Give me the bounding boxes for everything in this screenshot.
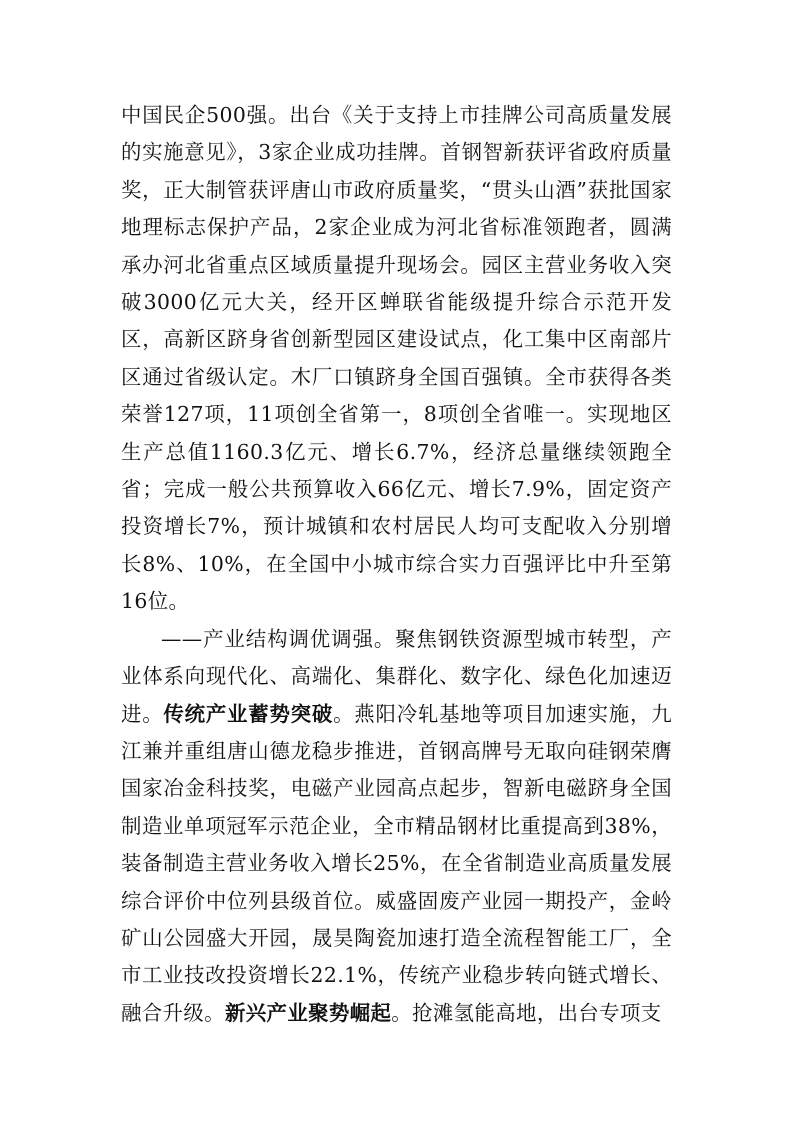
paragraph-2 — [121, 621, 672, 1032]
paragraph-1-text: 中国民企500强。出台《关于支持上市挂牌公司高质量发展的实施意见》，3家企业成功挂牌。首钢智新获评省政府质量奖，正大制管获评唐山市政府质量奖，“贯头山酒”获批国家地理标志保护产品，2家企业成为河北省标准领跑者，圆满承办河北省重点区域质量提升现场会。园区主营业务收入突破3000亿元大关，经开区蝉联省能级提升综合示范开发区，高新区跻身省创新型园区建设试点，化工集中区南部片区通过省级认定。木厂口镇跻身全国百强镇。全市获得各类荣誉127项，11项创全省第一，8项创全省唯一。实现地区生产总值1160.3亿元、增长6.7%，经济总量继续领跑全省；完成一般公共预算收入66亿元、增长7.9%，固定资产投资增长7%，预计城镇和农村居民人均可支配收入分别增长8%、10%，在全国中小城市综合实力百强评比中升至第16位。 — [121, 103, 672, 614]
paragraph-2-emerging-text: 。抢滩氢能高地，出台专项支 — [391, 1000, 662, 1025]
paragraph-1 — [121, 97, 672, 621]
paragraph-2-intro: ——产业结构调优调强。聚焦钢铁资源型城市转型，产业体系向现代化、高端化、集群化、数字化、绿色化加速迈进。 — [121, 626, 672, 726]
heading-emerging-industry: 新兴产业聚势崛起 — [224, 1000, 392, 1025]
document-body — [121, 97, 672, 1032]
heading-traditional-industry: 传统产业蓄势突破 — [163, 701, 334, 726]
paragraph-2-traditional-text: 。燕阳冷轧基地等项目加速实施，九江兼并重组唐山德龙稳步推进，首钢高牌号无取向硅钢荣膺国家冶金科技奖，电磁产业园高点起步，智新电磁跻身全国制造业单项冠军示范企业，全市精品钢材比重提高到38%，装备制造主营业务收入增长25%，在全省制造业高质量发展综合评价中位列县级首位。威盛固废产业园一期投产，金岭矿山公园盛大开园，晟昊陶瓷加速打造全流程智能工厂，全市工业技改投资增长22.1%，传统产业稳步转向链式增长、融合升级。 — [121, 701, 672, 1025]
